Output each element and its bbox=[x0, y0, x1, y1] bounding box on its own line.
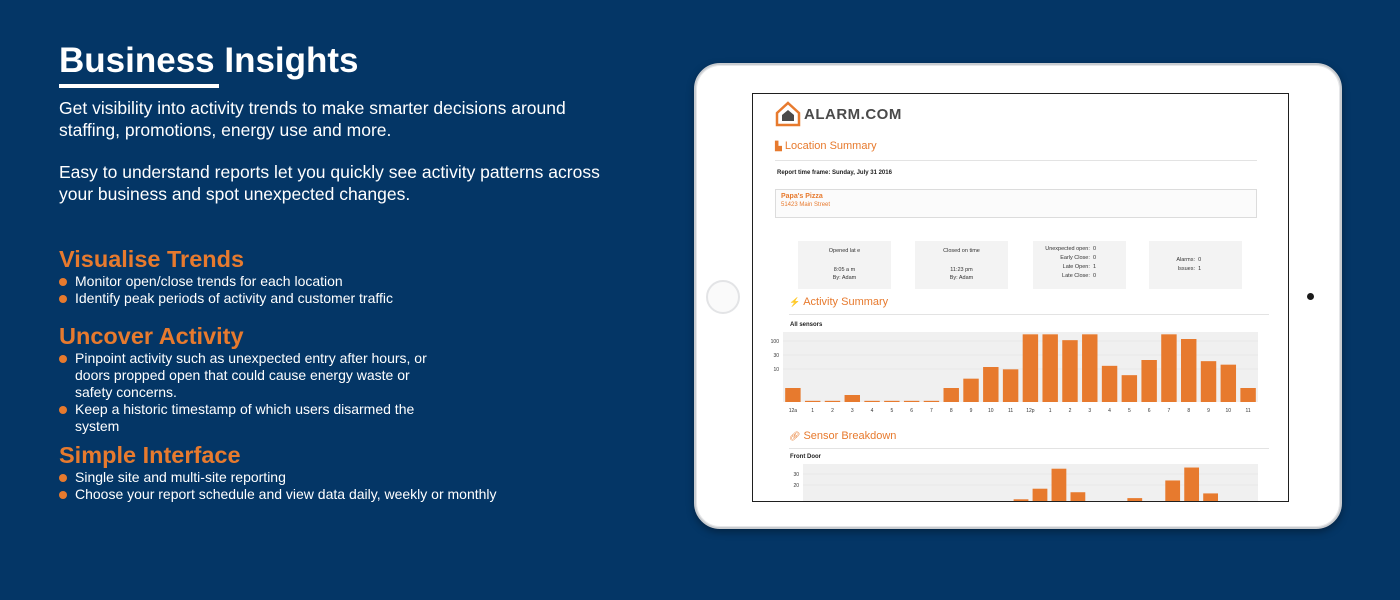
list-item bbox=[59, 290, 459, 307]
report-screen bbox=[752, 93, 1289, 502]
x-tick-label: 4 bbox=[870, 408, 874, 414]
x-tick-label: 10 bbox=[1225, 408, 1232, 414]
y-tick-label: 20 bbox=[793, 483, 799, 489]
list-item bbox=[59, 401, 459, 435]
bullet-icon bbox=[59, 278, 67, 286]
chart-bar bbox=[845, 395, 860, 402]
bullet-list bbox=[59, 350, 459, 435]
x-tick-label: 11 bbox=[1008, 408, 1014, 414]
y-tick-label: 30 bbox=[793, 472, 799, 478]
chart-bar bbox=[1071, 492, 1086, 502]
intro-paragraph-2: Easy to understand reports let you quickly see activity patterns across your business and spot unexpected changes. bbox=[59, 162, 600, 204]
x-tick-label: 2 bbox=[1068, 408, 1072, 414]
chart-bar bbox=[1127, 498, 1142, 502]
sensor-chart bbox=[753, 462, 1289, 502]
page-title: Business Insights bbox=[59, 41, 359, 80]
chart-bar bbox=[884, 401, 899, 402]
activity-summary-heading bbox=[789, 296, 888, 308]
y-tick-label: 100 bbox=[770, 339, 779, 345]
brand-logo bbox=[775, 101, 902, 127]
closed-label: Closed on time bbox=[943, 248, 980, 254]
activity-summary-title: Activity Summary bbox=[803, 296, 889, 308]
report-time-frame: Report time frame: Sunday, July 31 2016 bbox=[777, 170, 892, 176]
list-item-text: Choose your report schedule and view data daily, weekly or monthly bbox=[75, 486, 497, 502]
chart-bar bbox=[1203, 493, 1218, 502]
opened-time: 8:05 a m bbox=[833, 267, 856, 273]
divider bbox=[789, 448, 1269, 449]
x-tick-label: 6 bbox=[1147, 408, 1151, 414]
x-tick-label: 10 bbox=[988, 408, 994, 414]
late-close-row: Late Close: 0 bbox=[1062, 273, 1096, 279]
list-item-text: Single site and multi-site reporting bbox=[75, 469, 286, 485]
list-item-text: Keep a historic timestamp of which users disarmed the system bbox=[75, 401, 415, 434]
closed-card bbox=[915, 241, 1008, 289]
chart-bar bbox=[1161, 334, 1176, 402]
sensor-breakdown-heading bbox=[789, 430, 896, 442]
chart-bar bbox=[1184, 468, 1199, 502]
divider bbox=[775, 160, 1257, 161]
x-tick-label: 3 bbox=[1088, 408, 1092, 414]
y-tick-label: 10 bbox=[773, 367, 779, 373]
chart-bar bbox=[1165, 480, 1180, 502]
chart-bar bbox=[904, 401, 919, 402]
chart-bar bbox=[1240, 388, 1255, 402]
section-visualise-trends bbox=[59, 245, 459, 313]
x-tick-label: 5 bbox=[1127, 408, 1131, 414]
closed-by: By: Adam bbox=[949, 275, 974, 281]
section-heading: Uncover Activity bbox=[59, 323, 244, 349]
x-tick-label: 12a bbox=[788, 408, 798, 414]
link-icon: 🔗︎ bbox=[789, 430, 801, 441]
opened-label: Opened lat e bbox=[828, 248, 861, 254]
chart-bar bbox=[1023, 334, 1038, 402]
x-tick-label: 1 bbox=[811, 408, 815, 414]
bar-chart-icon: ▙ bbox=[775, 140, 782, 151]
issues-row: Issues: 1 bbox=[1177, 266, 1202, 272]
chart-bar bbox=[1003, 369, 1018, 402]
chart-bar bbox=[1033, 489, 1048, 502]
chart-bar bbox=[1082, 334, 1097, 402]
chart-bar bbox=[805, 401, 820, 402]
section-heading: Simple Interface bbox=[59, 442, 241, 468]
pulse-icon: ⚡ bbox=[789, 296, 801, 307]
opened-card bbox=[798, 241, 891, 289]
location-name: Papa's Pizza bbox=[781, 193, 823, 200]
x-tick-label: 7 bbox=[1167, 408, 1171, 414]
chart-bar bbox=[983, 367, 998, 402]
bullet-icon bbox=[59, 295, 67, 303]
chart-bar bbox=[1062, 340, 1077, 402]
chart-bar bbox=[963, 379, 978, 402]
x-tick-label: 3 bbox=[850, 408, 854, 414]
y-tick-label: 30 bbox=[773, 353, 779, 359]
chart-bar bbox=[1014, 499, 1029, 502]
x-tick-label: 1 bbox=[1048, 408, 1052, 414]
chart-bar bbox=[825, 401, 840, 402]
camera-icon bbox=[1307, 293, 1314, 300]
x-tick-label: 7 bbox=[930, 408, 933, 414]
bullet-icon bbox=[59, 491, 67, 499]
x-tick-label: 2 bbox=[831, 408, 834, 414]
x-tick-label: 6 bbox=[910, 408, 914, 414]
list-item bbox=[59, 273, 459, 290]
chart-bar bbox=[1122, 375, 1137, 402]
section-simple-interface bbox=[59, 441, 539, 509]
tablet-device bbox=[694, 63, 1342, 529]
chart-bar bbox=[924, 401, 939, 402]
x-tick-label: 8 bbox=[949, 408, 953, 414]
opened-by: By: Adam bbox=[832, 275, 857, 281]
chart-bar bbox=[1042, 334, 1057, 402]
x-tick-label: 9 bbox=[1207, 408, 1210, 414]
list-item-text: Monitor open/close trends for each location bbox=[75, 273, 343, 289]
chart-bar bbox=[1181, 339, 1196, 402]
list-item bbox=[59, 350, 459, 401]
chart-bar bbox=[785, 388, 800, 402]
list-item bbox=[59, 469, 539, 486]
unexpected-open-row: Unexpected open: 0 bbox=[1045, 246, 1096, 252]
activity-chart bbox=[753, 330, 1289, 420]
closed-time: 11:23 pm bbox=[950, 267, 973, 273]
exceptions-card bbox=[1033, 241, 1126, 289]
house-logo-icon bbox=[775, 101, 801, 127]
section-uncover-activity bbox=[59, 322, 459, 441]
bullet-list bbox=[59, 469, 539, 503]
home-button[interactable] bbox=[706, 280, 740, 314]
section-heading: Visualise Trends bbox=[59, 246, 245, 272]
list-item-text: Identify peak periods of activity and customer traffic bbox=[75, 290, 394, 306]
late-open-row: Late Open: 1 bbox=[1062, 264, 1096, 270]
chart-bar bbox=[1052, 469, 1067, 502]
chart-bar bbox=[1102, 366, 1117, 402]
location-address: 51423 Main Street bbox=[781, 202, 831, 208]
early-close-row: Early Close: 0 bbox=[1060, 255, 1096, 261]
divider bbox=[789, 314, 1269, 315]
intro-text bbox=[59, 97, 619, 205]
x-tick-label: 4 bbox=[1108, 408, 1111, 414]
intro-paragraph-1: Get visibility into activity trends to make smarter decisions around staffing, promotions, energy use and more. bbox=[59, 98, 566, 140]
bullet-icon bbox=[59, 355, 67, 363]
intro-panel bbox=[59, 40, 619, 225]
brand-name: ALARM.COM bbox=[804, 105, 902, 123]
location-summary-title: Location Summary bbox=[784, 140, 877, 152]
location-box bbox=[775, 189, 1257, 218]
list-item bbox=[59, 486, 539, 503]
chart-bar bbox=[944, 388, 959, 402]
x-tick-label: 11 bbox=[1245, 408, 1251, 414]
alarms-row: Alarms: 0 bbox=[1176, 257, 1202, 263]
chart-bar bbox=[1221, 365, 1236, 402]
sensor-breakdown-title: Sensor Breakdown bbox=[803, 430, 897, 442]
chart-bar bbox=[1141, 360, 1156, 402]
x-tick-label: 12p bbox=[1026, 408, 1035, 414]
x-tick-label: 9 bbox=[969, 408, 973, 414]
bullet-icon bbox=[59, 474, 67, 482]
location-summary-heading bbox=[775, 140, 877, 152]
bullet-list bbox=[59, 273, 459, 307]
bullet-icon bbox=[59, 406, 67, 414]
chart-bar bbox=[1201, 361, 1216, 402]
title-underline bbox=[59, 84, 219, 88]
activity-subtitle: All sensors bbox=[790, 322, 823, 328]
x-tick-label: 8 bbox=[1187, 408, 1191, 414]
sensor-subtitle: Front Door bbox=[790, 454, 821, 460]
alarms-card bbox=[1149, 241, 1242, 289]
chart-bar bbox=[864, 401, 879, 402]
list-item-text: Pinpoint activity such as unexpected entry after hours, or doors propped open that could cause energy waste or safety concerns. bbox=[75, 350, 427, 400]
x-tick-label: 5 bbox=[890, 408, 894, 414]
